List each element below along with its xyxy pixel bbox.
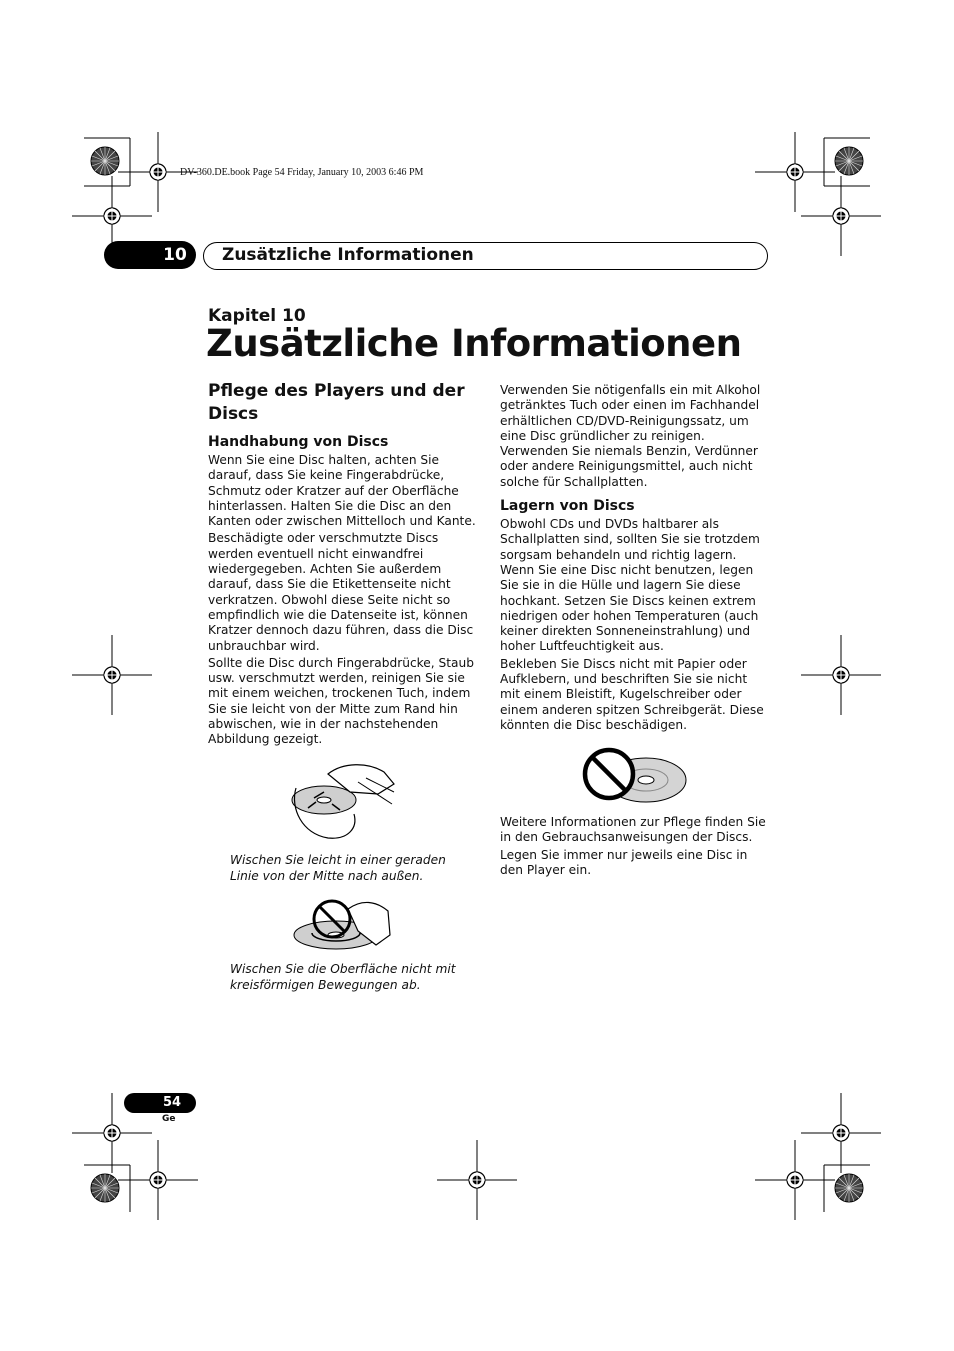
page-number-badge: 54 (124, 1093, 196, 1113)
subheading-storage: Lagern von Discs (500, 498, 635, 515)
caption-no-circular: Wischen Sie die Oberfläche nicht mit kreisförmigen Bewegungen ab. (230, 962, 456, 992)
paragraph-more-info: Weitere Informationen zur Pflege finden Sie in den Gebrauchsanweisungen der Discs. (500, 815, 766, 845)
left-column (208, 380, 478, 750)
page-title: Zusätzliche Informationen (206, 322, 742, 365)
chapter-label: Kapitel 10 (208, 306, 306, 326)
paragraph-storage-2: Bekleben Sie Discs nicht mit Papier oder Aufklebern, und beschriften Sie sie nicht mit einem Bleistift, Kugelschreiber oder einem anderen spitzen Schreibgerät. Diese könnten die Disc beschädigen. (500, 656, 764, 732)
caption-wipe-straight: Wischen Sie leicht in einer geraden Linie von der Mitte nach außen. (230, 853, 446, 883)
page-language-code: Ge (162, 1114, 176, 1124)
chapter-number-badge: 10 (104, 241, 196, 269)
print-info: DV-360.DE.book Page 54 Friday, January 10, 2003 6:46 PM (180, 167, 424, 178)
no-circular-wipe-illustration (292, 895, 402, 960)
paragraph-one-disc: Legen Sie immer nur jeweils eine Disc in den Player ein. (500, 847, 748, 877)
paragraph-storage-1: Obwohl CDs und DVDs haltbarer als Schallplatten sind, sollten Sie sie trotzdem sorgsam behandeln und richtig lagern. Wenn Sie eine Disc nicht benutzen, legen Sie sie in die Hülle und lagern Sie diese hochkant. Setzen Sie Discs keinen extrem niedrigen oder hohen Temperaturen (auch keiner direkten Sonneneinstrahlung) und hoher Luftfeuchtigkeit aus. (500, 517, 760, 654)
subheading-handling: Handhabung von Discs (208, 434, 389, 450)
section-heading-care: Pflege des Players und der Discs (208, 381, 465, 424)
right-column-notes (500, 815, 768, 880)
chapter-bar-title: Zusätzliche Informationen (222, 245, 474, 265)
no-sticker-disc-illustration (580, 744, 690, 809)
right-column (500, 383, 768, 735)
paragraph-handling-1: Wenn Sie eine Disc halten, achten Sie darauf, dass Sie keine Fingerabdrücke, Schmutz oder Kratzer auf der Oberfläche hinterlassen. Halten Sie die Disc an den Kanten oder zwischen Mittelloch und Kante. (208, 453, 476, 529)
paragraph-cleaning: Verwenden Sie nötigenfalls ein mit Alkohol getränktes Tuch oder einen im Fachhandel erhältlichen CD/DVD-Reinigungssatz, um eine Disc gründlicher zu reinigen. Verwenden Sie niemals Benzin, Verdünner oder andere Reinigungsmittel, auch nicht solche für Schallplatten. (500, 383, 761, 489)
paragraph-handling-2: Beschädigte oder verschmutzte Discs werden eventuell nicht einwandfrei wiedergegeben. Achten Sie außerdem darauf, dass Sie die Etikettenseite nicht verkratzen. Obwohl diese Seite nicht so empfindlich wie die Datenseite ist, können Kratzer dennoch dazu führen, dass die Disc unbrauchbar wird. (208, 531, 474, 653)
wipe-straight-illustration (288, 758, 408, 843)
paragraph-handling-3: Sollte die Disc durch Fingerabdrücke, Staub usw. verschmutzt werden, reinigen Sie sie mit einem weichen, trockenen Tuch, indem Sie sie leicht von der Mitte zum Rand hin abwischen, wie in der nachstehenden Abbildung gezeigt. (208, 655, 474, 747)
